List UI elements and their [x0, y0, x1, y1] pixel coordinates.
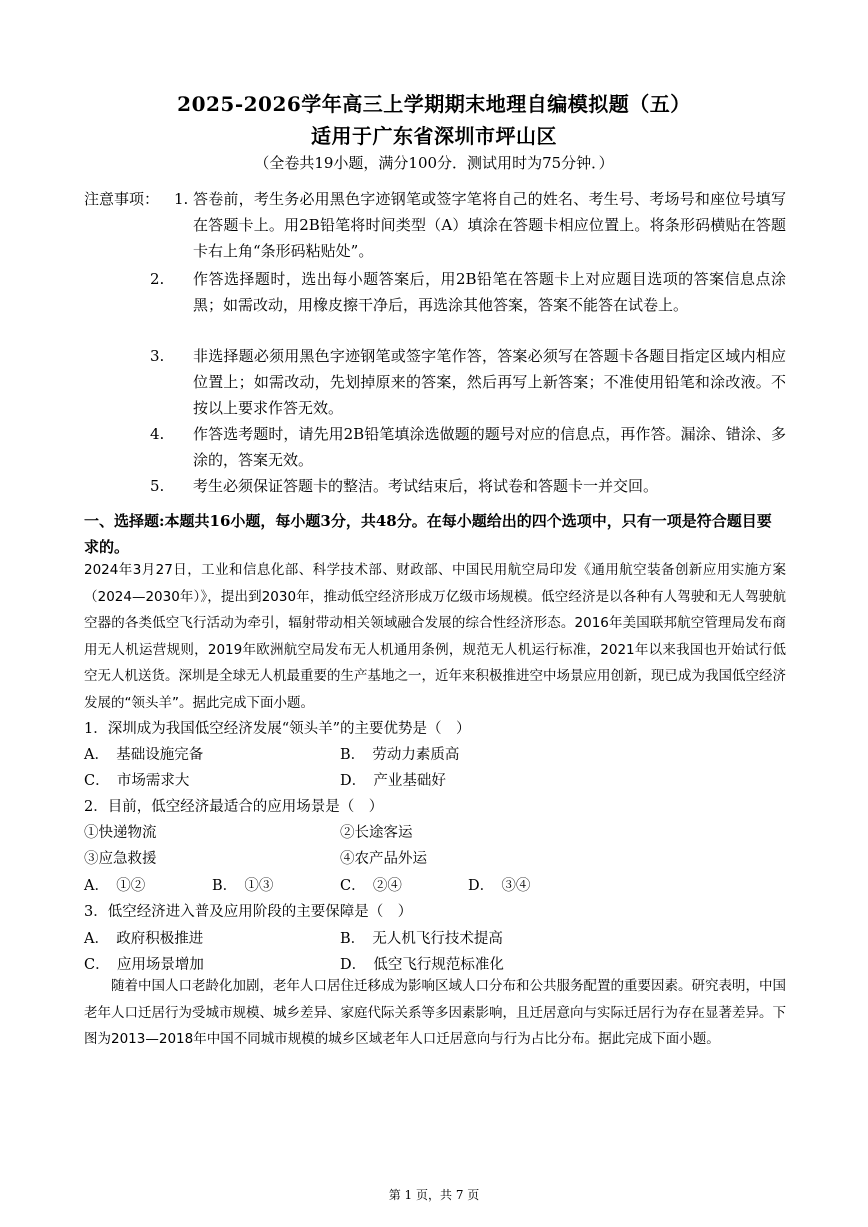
- note-text: 答卷前，考生务必用黑色字迹钢笔或签字笔将自己的姓名、考生号、考场号和座位号填写在答题卡上。用2B铅笔将时间类型（A）填涂在答题卡相应位置上。将条形码横贴在答题卡右上角“条形码粘贴处”。: [193, 190, 786, 260]
- note-text: 非选择题必须用黑色字迹钢笔或签字笔作答，答案必须写在答题卡各题目指定区域内相应位置上；如需改动，先划掉原来的答案，然后再写上新答案；不准使用铅笔和涂改液。不按以上要求作答无效。: [193, 347, 786, 417]
- passage-1: 2024年3月27日，工业和信息化部、科学技术部、财政部、中国民用航空局印发《通用航空装备创新应用实施方案（2024—2030年）》，提出到2030年，推动低空经济形成万亿级市场规模。低空经济是以各种有人驾驶和无人驾驶航空器的各类低空飞行活动为牵引，辐射带动相关领域融合发展的综合性经济形态。2016年美国联邦航空管理局发布商用无人机运营规则，2019年欧洲航空局发布无人机通用条例，规范无人机运行标准，2021年以来我国也开始试行低空无人机送货。深圳是全球无人机最重要的生产基地之一，近年来积极推进空中场景应用创新，现已成为我国低空经济发展的“领头羊”。据此完成下面小题。: [84, 562, 786, 711]
- q1-option-b: B． 劳动力素质高: [340, 747, 460, 763]
- q1-option-a: A． 基础设施完备: [84, 747, 204, 763]
- section-heading: 一、选择题:本题共16小题，每小题3分，共48分。在每小题给出的四个选项中，只有一项是符合题目要求的。: [84, 512, 772, 556]
- question-1-stem: 1．深圳成为我国低空经济发展“领头羊”的主要优势是（ ）: [84, 721, 471, 737]
- passage-2: 随着中国人口老龄化加剧，老年人口居住迁移成为影响区域人口分布和公共服务配置的重要因素。研究表明，中国老年人口迁居行为受城市规模、城乡差异、家庭代际关系等多因素影响，且迁居意向与实际迁居行为存在显著差异。下图为2013—2018年中国不同城市规模的城乡区域老年人口迁居意向与行为占比分布。据此完成下面小题。: [84, 978, 786, 1047]
- note-number: 1.: [174, 190, 189, 208]
- note-number: 3.: [150, 347, 165, 365]
- page-footer: 第 1 页，共 7 页: [388, 1188, 480, 1202]
- q3-option-c: C． 应用场景增加: [84, 957, 204, 973]
- q3-option-b: B． 无人机飞行技术提高: [340, 931, 503, 947]
- note-text: 作答选择题时，选出每小题答案后，用2B铅笔在答题卡上对应题目选项的答案信息点涂黑；如需改动，用橡皮擦干净后，再选涂其他答案，答案不能答在试卷上。: [193, 270, 786, 314]
- q2-option-a: A． ①②: [84, 878, 146, 894]
- note-number: 2.: [150, 270, 165, 288]
- note-text: 考生必须保证答题卡的整洁。考试结束后，将试卷和答题卡一并交回。: [193, 477, 659, 495]
- q2-item-4: ④农产品外运: [340, 851, 427, 867]
- q3-option-a: A． 政府积极推进: [84, 931, 204, 947]
- exam-region: 适用于广东省深圳市坪山区: [311, 124, 557, 148]
- exam-title: 2025-2026学年高三上学期期末地理自编模拟题（五）: [177, 92, 691, 116]
- note-item: [150, 473, 786, 499]
- note-number: 5.: [150, 477, 165, 495]
- question-3-stem: 3．低空经济进入普及应用阶段的主要保障是（ ）: [84, 904, 413, 920]
- q1-option-d: D． 产业基础好: [340, 773, 446, 789]
- q2-option-c: C． ②④: [340, 878, 402, 894]
- q2-item-2: ②长途客运: [340, 825, 413, 841]
- q2-item-1: ①快递物流: [84, 825, 157, 841]
- note-item: [174, 186, 786, 264]
- question-2-stem: 2．目前，低空经济最适合的应用场景是（ ）: [84, 799, 384, 815]
- note-item: [150, 266, 786, 318]
- note-item: [150, 421, 786, 473]
- note-text: 作答选考题时，请先用2B铅笔填涂选做题的题号对应的信息点，再作答。漏涂、错涂、多涂的，答案无效。: [193, 425, 786, 469]
- q2-option-b: B． ①③: [212, 878, 274, 894]
- note-item: [150, 343, 786, 421]
- q2-option-d: D． ③④: [468, 878, 531, 894]
- notes-label: 注意事项：: [84, 190, 160, 208]
- exam-info: （全卷共19小题，满分100分．测试用时为75分钟．）: [254, 154, 614, 172]
- q1-option-c: C． 市场需求大: [84, 773, 190, 789]
- note-number: 4.: [150, 425, 165, 443]
- q3-option-d: D． 低空飞行规范标准化: [340, 957, 504, 973]
- q2-item-3: ③应急救援: [84, 851, 157, 867]
